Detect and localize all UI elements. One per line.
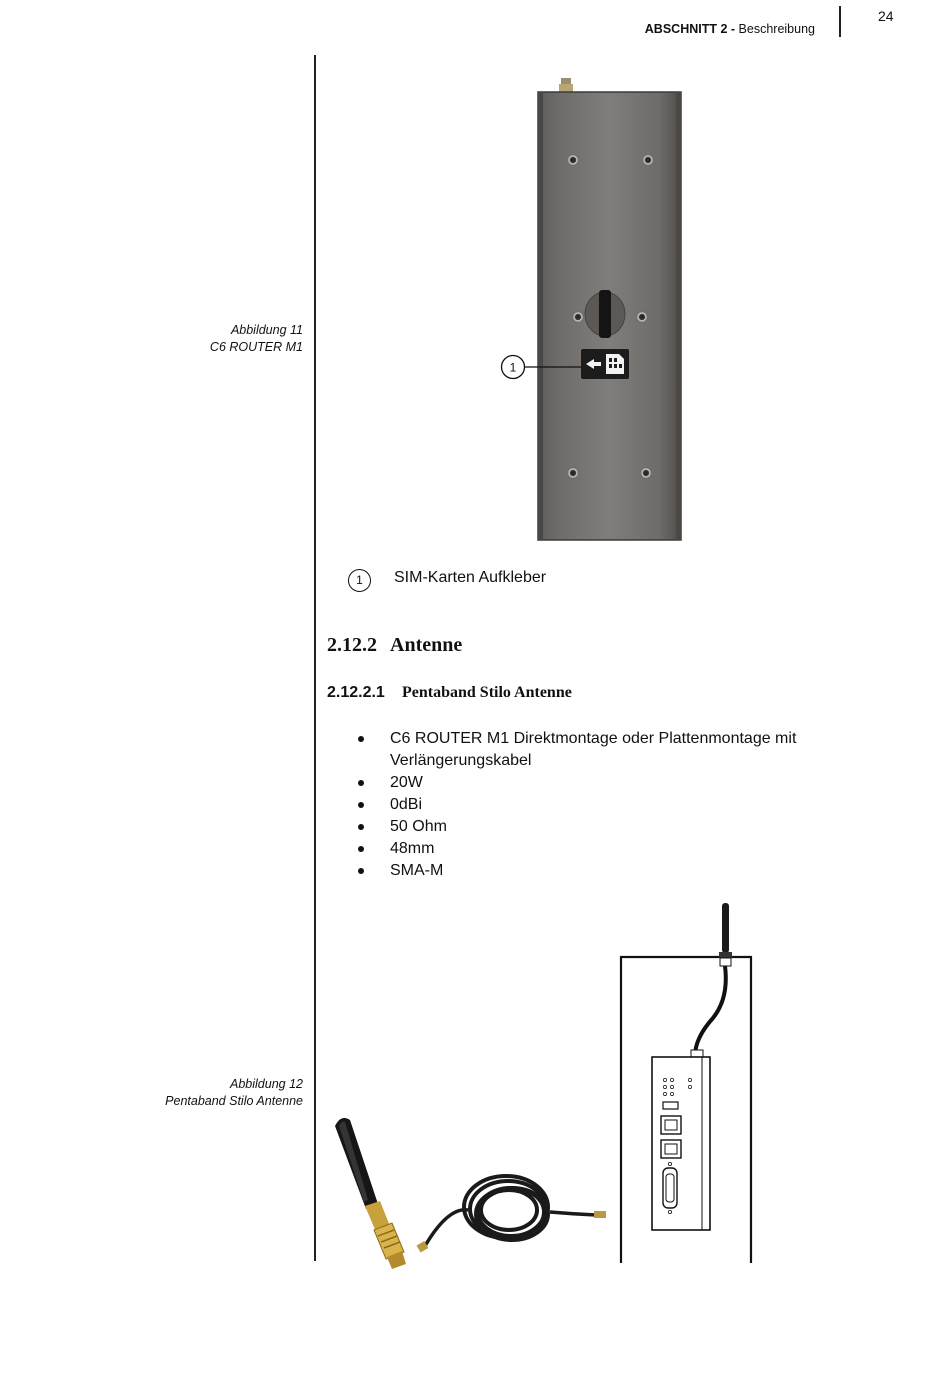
subsection-number: 2.12.2.1 [327, 684, 385, 701]
subsection-title: Pentaband Stilo Antenne [402, 684, 572, 701]
figure-12-caption-label: Abbildung 12 [230, 1077, 303, 1091]
extension-cable [425, 1176, 596, 1246]
sim-card-sticker [581, 349, 629, 379]
list-item: 50 Ohm [355, 816, 825, 838]
running-header [645, 22, 815, 36]
router-unit [652, 1050, 710, 1230]
legend-text: SIM-Karten Aufkleber [394, 569, 547, 586]
callout-number: 1 [509, 360, 517, 375]
figure-12-caption [165, 1076, 303, 1110]
figure-12-caption-title: Pentaband Stilo Antenne [165, 1094, 303, 1108]
section-heading [327, 634, 462, 657]
legend-marker: 1 [348, 569, 371, 592]
antenna-and-cable-image [328, 1112, 613, 1270]
figure-11-caption-label: Abbildung 11 [230, 323, 303, 337]
margin-rule [314, 55, 316, 1261]
list-item: 48mm [355, 838, 825, 860]
list-item: C6 ROUTER M1 Direktmontage oder Plattenmontage mit Verlängerungskabel [355, 728, 825, 771]
router-back-panel-image [495, 78, 685, 544]
stilo-antenna [335, 1118, 406, 1269]
router-mounting-diagram [617, 898, 757, 1263]
header-section-label: ABSCHNITT 2 - [644, 22, 736, 36]
section-title: Antenne [390, 634, 463, 656]
page-number: 24 [878, 8, 894, 24]
figure-11-caption-title: C6 ROUTER M1 [209, 340, 303, 354]
antenna-icon [719, 903, 732, 966]
figure-legend-item [348, 566, 547, 594]
list-item: 0dBi [355, 794, 825, 816]
list-item: SMA-M [355, 860, 825, 882]
section-number: 2.12.2 [327, 634, 377, 656]
antenna-connector-top [559, 78, 573, 93]
subsection-heading [327, 684, 572, 702]
antenna-cable [695, 966, 726, 1056]
header-section-title: Beschreibung [738, 22, 815, 36]
figure-11-caption [210, 322, 303, 356]
header-divider [839, 6, 841, 37]
list-item: 20W [355, 772, 825, 794]
spec-bullet-list [355, 728, 825, 882]
